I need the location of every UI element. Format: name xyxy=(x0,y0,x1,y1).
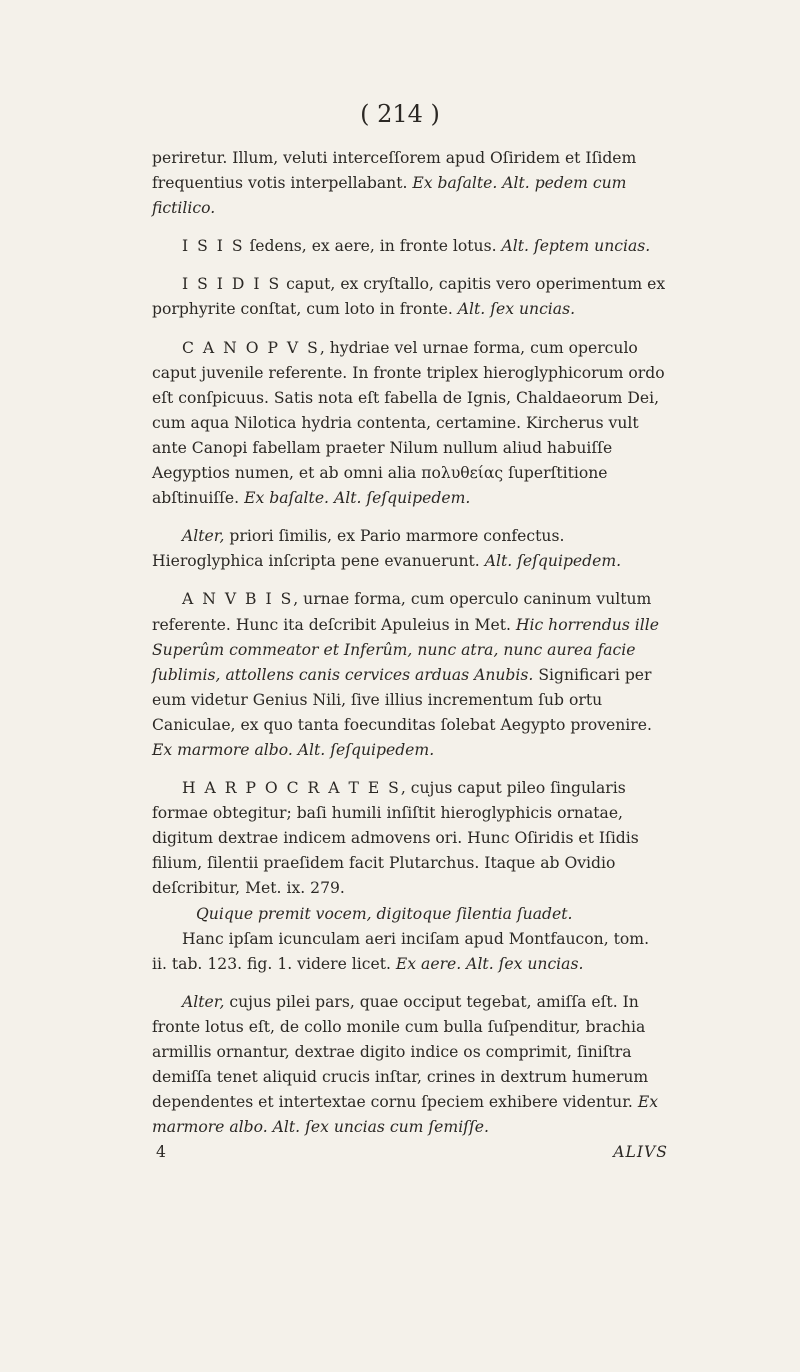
entry-name: H A R P O C R A T E S xyxy=(182,779,401,798)
entry-anubis xyxy=(152,587,668,763)
entry-name: I S I S xyxy=(182,237,245,256)
entry-canopus-alter xyxy=(152,524,668,574)
entry-name: C A N O P V S xyxy=(182,338,320,357)
entry-isis xyxy=(152,234,668,259)
entry-harpocrates-alter xyxy=(152,990,668,1141)
italic-text: Ex aere. Alt. ſex uncias. xyxy=(395,954,584,973)
italic-text: Alter, xyxy=(182,527,225,546)
entry-canopus xyxy=(152,336,668,512)
italic-text: Ex marmore albo. Alt. ſex uncias cum ſemiſſe. xyxy=(152,1093,659,1137)
italic-text: Ex marmore albo. Alt. ſeſquipedem. xyxy=(152,740,435,759)
signature-mark: 4 xyxy=(156,1143,166,1162)
entry-name: I S I D I S xyxy=(182,275,282,294)
page-number: ( 214 ) xyxy=(360,100,440,128)
body-text: periretur. Illum, veluti interceſſorem apud Oſiridem et Iſidem frequentius votis interpellabant. xyxy=(152,149,637,193)
italic-text: Alt. ſeptem uncias. xyxy=(501,237,651,256)
page-text xyxy=(152,146,668,1165)
body-text: cujus pilei pars, quae occiput tegebat, amiſſa eſt. In fronte lotus eſt, de collo monile cum bulla ſuſpenditur, brachia armillis ornantur, dextrae digito indice os comprimit, ſiniſtra demiſſa tenet aliquid crucis inſtar, crines in dextrum humerum dependentes et intertextae cornu ſpeciem exhibere videntur. xyxy=(152,992,649,1112)
body-text: , hydriae vel urnae forma, cum operculo caput juvenile referente. In fronte triplex hieroglyphicorum ordo eſt conſpicuus. Satis nota eſt fabella de Ignis, Chaldaeorum Dei, cum aqua Nilotica hydria contenta, certamine. Kircherus vult ante Canopi fabellam praeter Nilum nullum aliud habuiſſe Aegyptios numen, et ab omni alia πολυθείας ſuperſtitione abſtinuiſſe. xyxy=(152,338,665,508)
body-text: Hanc ipſam icunculam aeri inciſam apud Montfaucon, tom. ii. tab. 123. fig. 1. videre licet. xyxy=(152,929,650,973)
body-text: , cujus caput pileo ſingularis formae obtegitur; baſi humili inſiſtit hieroglyphicis ornatae, digitum dextrae indicem admovens ori. Hunc Oſiridis et Iſidis filium, ſilentii praeſidem facit Plutarchus. Itaque ab Ovidio deſcribitur, Met. ix. 279. xyxy=(152,779,639,898)
italic-text: Ex baſalte. Alt. pedem cum fictilico. xyxy=(152,174,627,218)
paragraph-montfaucon xyxy=(152,927,668,977)
body-text: caput, ex cryſtallo, capitis vero operimentum ex porphyrite conſtat, cum loto in fronte. xyxy=(152,275,666,319)
body-text: Significari per eum videtur Genius Nili, ſive illius incrementum ſub ortu Caniculae, ex quo tanta foecunditas ſolebat Aegypto provenire. xyxy=(152,665,652,734)
italic-text: Alt. ſex uncias. xyxy=(457,300,576,319)
entry-name: A N V B I S xyxy=(182,590,294,609)
italic-text: Hic horrendus ille Superûm commeator et Inferûm, nunc atra, nunc aurea facie ſublimis, attollens canis cervices arduas Anubis. xyxy=(152,615,659,684)
body-text: , urnae forma, cum operculo caninum vultum referente. Hunc ita deſcribit Apuleius in Met. xyxy=(152,590,652,634)
italic-text: Ex baſalte. Alt. ſeſquipedem. xyxy=(244,489,471,508)
italic-text: Alter, xyxy=(182,992,225,1011)
body-text: ſedens, ex aere, in fronte lotus. xyxy=(244,237,502,256)
italic-text: Quique premit vocem, digitoque ſilentia ſuadet. xyxy=(196,904,573,923)
paragraph-isis-intro xyxy=(152,146,668,221)
body-text: priori ſimilis, ex Pario marmore confectus. Hieroglyphica inſcripta pene evanuerunt. xyxy=(152,527,565,571)
catchword: ALIVS xyxy=(613,1143,668,1162)
entry-isidis-caput xyxy=(152,272,668,322)
italic-text: Alt. ſeſquipedem. xyxy=(484,552,622,571)
entry-harpocrates xyxy=(152,776,668,901)
quotation-ovid xyxy=(152,902,668,927)
page-footer xyxy=(152,1140,668,1165)
